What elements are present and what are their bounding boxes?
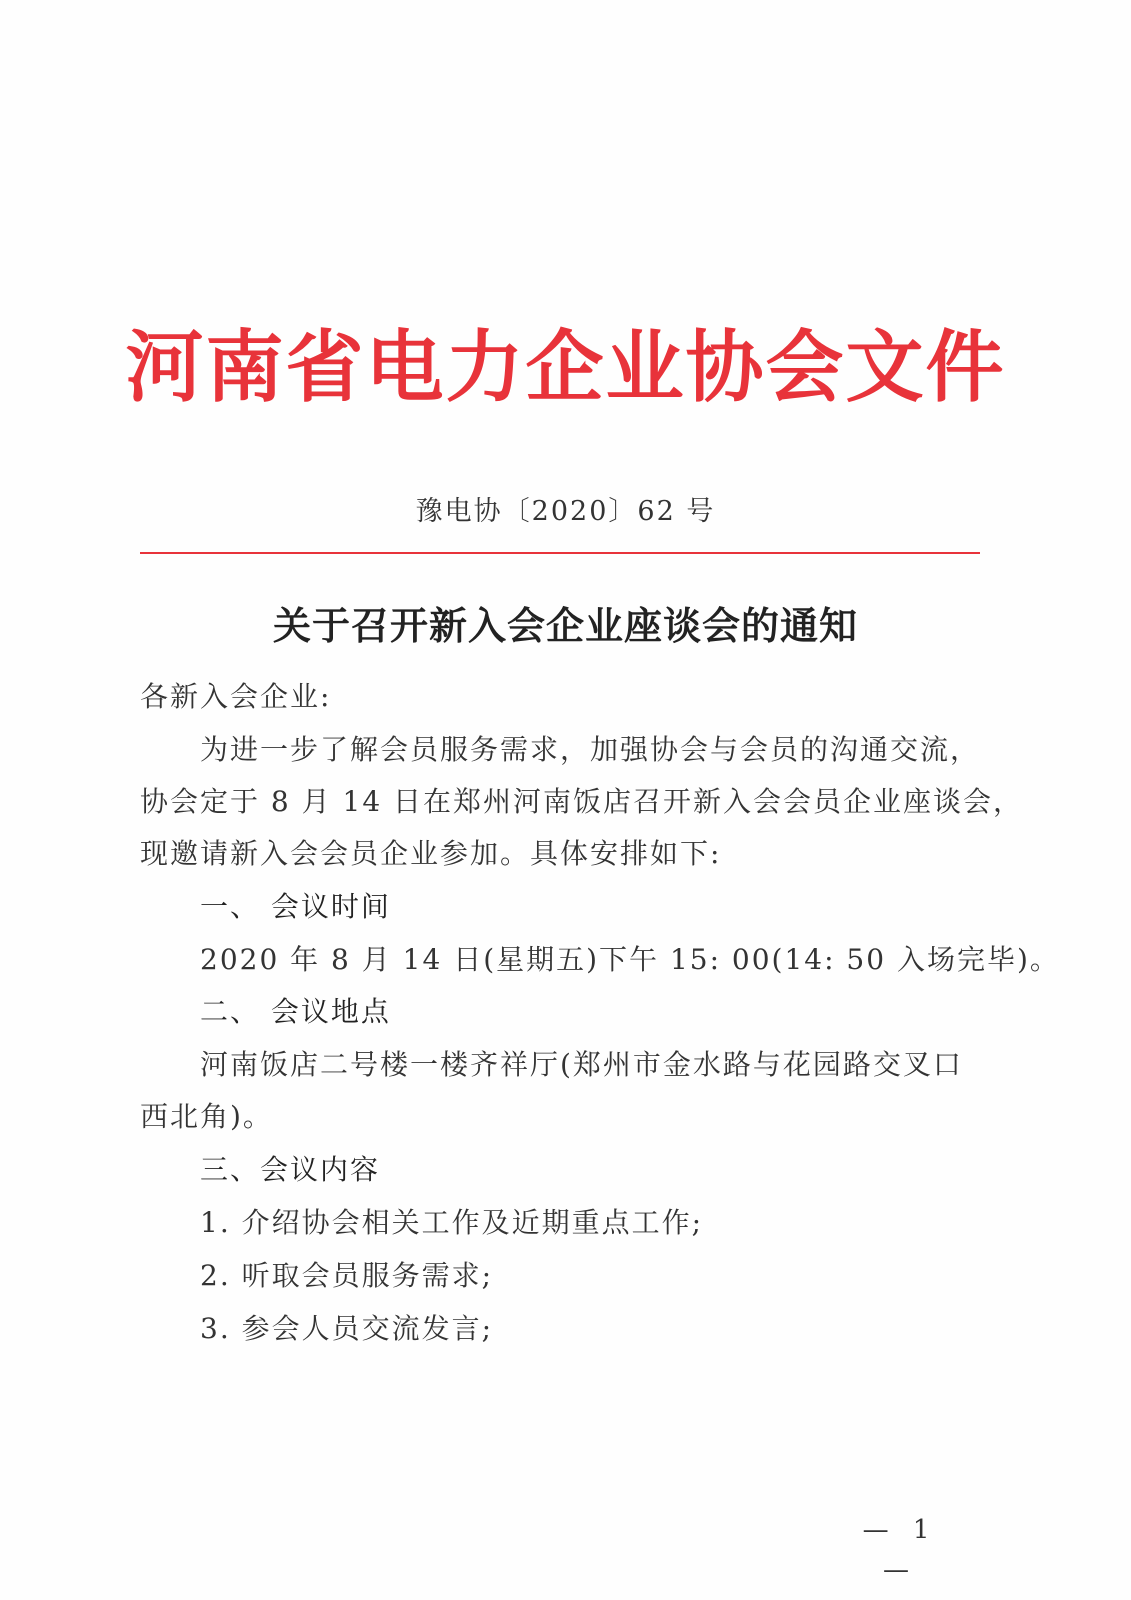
meeting-location-line-2: 西北角)。 (140, 1100, 273, 1133)
intro-line-3: 现邀请新入会会员企业参加。具体安排如下: (140, 837, 722, 870)
meeting-location-line-1: 河南饭店二号楼一楼齐祥厅(郑州市金水路与花园路交叉口 (200, 1048, 963, 1081)
content-item-3: 3. 参会人员交流发言; (200, 1312, 494, 1345)
notice-title: 关于召开新入会企业座谈会的通知 (272, 603, 858, 648)
salutation: 各新入会企业: (140, 680, 332, 713)
content-item-2: 2. 听取会员服务需求; (200, 1259, 494, 1292)
section-heading-location: 二、 会议地点 (200, 995, 391, 1028)
intro-line-1: 为进一步了解会员服务需求，加强协会与会员的沟通交流， (200, 733, 981, 766)
red-divider-line (140, 552, 980, 554)
document-number: 豫电协〔2020〕62 号 (415, 496, 716, 527)
intro-line-2: 协会定于 8 月 14 日在郑州河南饭店召开新入会会员企业座谈会， (140, 785, 1024, 818)
issuer-header-title: 河南省电力企业协会文件 (125, 322, 1006, 413)
section-heading-content: 三、会议内容 (200, 1153, 381, 1186)
meeting-time-text: 2020 年 8 月 14 日(星期五)下午 15: 00(14: 50 入场完毕)。 (200, 943, 1060, 976)
section-heading-time: 一、 会议时间 (200, 890, 391, 923)
content-item-1: 1. 介绍协会相关工作及近期重点工作; (200, 1206, 704, 1239)
page-number: — 1 — (862, 1515, 938, 1585)
